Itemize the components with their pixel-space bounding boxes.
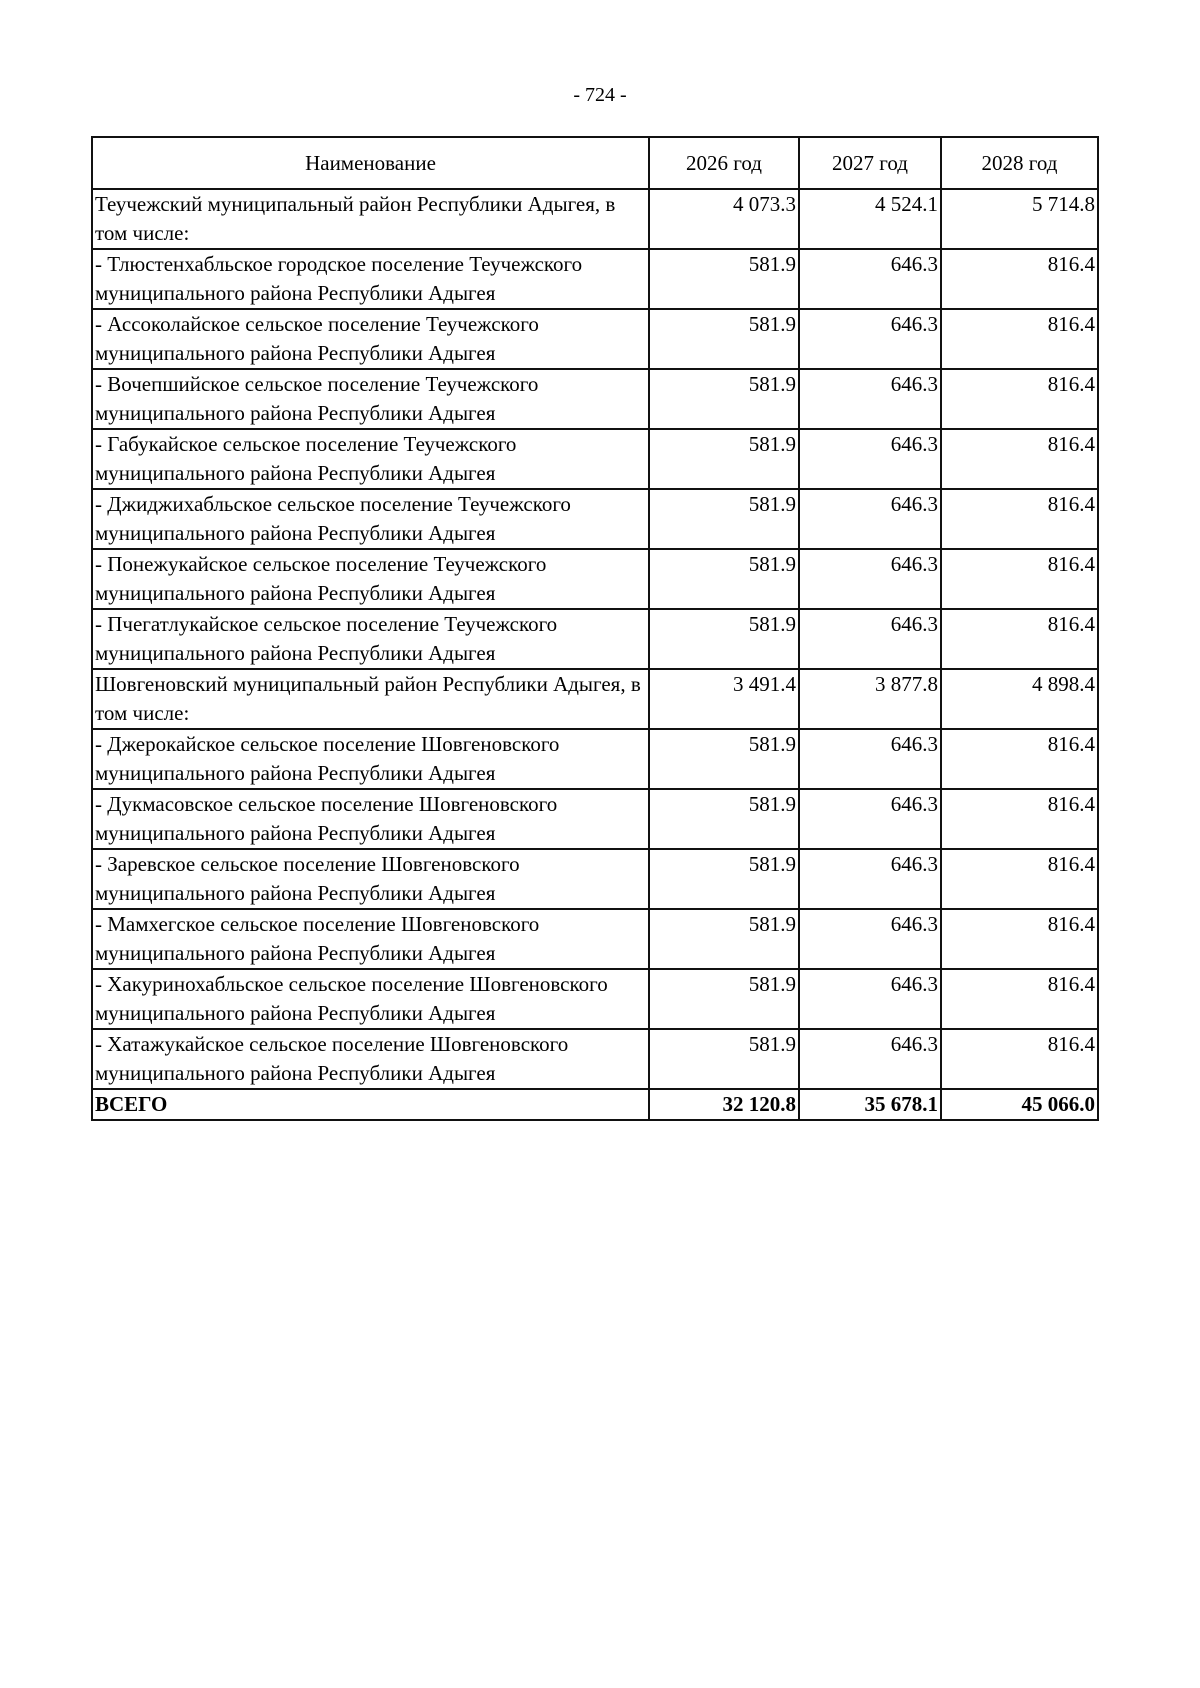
table-row [92,249,1098,309]
row-2026: 581.9 [649,909,799,969]
header-name: Наименование [92,137,649,189]
row-2028: 816.4 [941,909,1098,969]
row-2028: 816.4 [941,369,1098,429]
row-2028: 816.4 [941,729,1098,789]
table-row [92,189,1098,249]
table-row [92,849,1098,909]
row-2028: 816.4 [941,1029,1098,1089]
row-2027: 4 524.1 [799,189,941,249]
row-2027: 646.3 [799,309,941,369]
total-label: ВСЕГО [92,1089,649,1120]
row-2026: 581.9 [649,1029,799,1089]
table-row [92,489,1098,549]
table-body [92,189,1098,1089]
row-2026: 581.9 [649,369,799,429]
table-row [92,309,1098,369]
row-2026: 581.9 [649,849,799,909]
table-row [92,1029,1098,1089]
row-2028: 816.4 [941,549,1098,609]
table-row [92,549,1098,609]
row-2027: 646.3 [799,609,941,669]
table-row [92,369,1098,429]
row-name: - Понежукайское сельское поселение Теучежского муниципального района Республики Адыгея [92,549,649,609]
budget-table [91,136,1099,1121]
row-2028: 816.4 [941,489,1098,549]
row-2026: 581.9 [649,309,799,369]
row-2028: 5 714.8 [941,189,1098,249]
table-row [92,609,1098,669]
row-2027: 3 877.8 [799,669,941,729]
row-2027: 646.3 [799,249,941,309]
row-name: - Дукмасовское сельское поселение Шовгеновского муниципального района Республики Адыгея [92,789,649,849]
row-name: - Габукайское сельское поселение Теучежского муниципального района Республики Адыгея [92,429,649,489]
row-2028: 816.4 [941,309,1098,369]
row-name: Шовгеновский муниципальный район Республики Адыгея, в том числе: [92,669,649,729]
row-name: Теучежский муниципальный район Республики Адыгея, в том числе: [92,189,649,249]
table-row [92,669,1098,729]
row-name: - Вочепшийское сельское поселение Теучежского муниципального района Республики Адыгея [92,369,649,429]
page-number: - 724 - [573,84,627,106]
total-2028: 45 066.0 [941,1089,1098,1120]
row-2027: 646.3 [799,1029,941,1089]
header-2028: 2028 год [941,137,1098,189]
row-name: - Джиджихабльское сельское поселение Теучежского муниципального района Республики Адыгея [92,489,649,549]
row-2026: 581.9 [649,789,799,849]
header-2027: 2027 год [799,137,941,189]
row-2027: 646.3 [799,369,941,429]
row-2028: 816.4 [941,609,1098,669]
row-2026: 581.9 [649,609,799,669]
row-2027: 646.3 [799,969,941,1029]
row-2028: 816.4 [941,849,1098,909]
row-name: - Хакуринохабльское сельское поселение Шовгеновского муниципального района Республики Адыгея [92,969,649,1029]
total-2026: 32 120.8 [649,1089,799,1120]
row-name: - Мамхегское сельское поселение Шовгеновского муниципального района Республики Адыгея [92,909,649,969]
table-row [92,729,1098,789]
row-name: - Ассоколайское сельское поселение Теучежского муниципального района Республики Адыгея [92,309,649,369]
row-2027: 646.3 [799,429,941,489]
header-2026: 2026 год [649,137,799,189]
row-2028: 816.4 [941,249,1098,309]
row-2028: 816.4 [941,969,1098,1029]
table-row [92,969,1098,1029]
total-2027: 35 678.1 [799,1089,941,1120]
row-2027: 646.3 [799,489,941,549]
row-name: - Тлюстенхабльское городское поселение Теучежского муниципального района Республики Адыгея [92,249,649,309]
row-2026: 581.9 [649,429,799,489]
row-2026: 581.9 [649,969,799,1029]
table-row [92,909,1098,969]
row-2026: 4 073.3 [649,189,799,249]
table-header-row [92,137,1098,189]
row-name: - Джерокайское сельское поселение Шовгеновского муниципального района Республики Адыгея [92,729,649,789]
row-2027: 646.3 [799,729,941,789]
row-2027: 646.3 [799,789,941,849]
row-2027: 646.3 [799,849,941,909]
row-name: - Заревское сельское поселение Шовгеновского муниципального района Республики Адыгея [92,849,649,909]
row-2026: 3 491.4 [649,669,799,729]
row-2028: 816.4 [941,429,1098,489]
row-2027: 646.3 [799,909,941,969]
row-2026: 581.9 [649,249,799,309]
total-row [92,1089,1098,1120]
row-name: - Хатажукайское сельское поселение Шовгеновского муниципального района Республики Адыгея [92,1029,649,1089]
row-2028: 4 898.4 [941,669,1098,729]
row-2026: 581.9 [649,729,799,789]
row-2026: 581.9 [649,549,799,609]
row-name: - Пчегатлукайское сельское поселение Теучежского муниципального района Республики Адыгея [92,609,649,669]
row-2028: 816.4 [941,789,1098,849]
row-2026: 581.9 [649,489,799,549]
row-2027: 646.3 [799,549,941,609]
table-row [92,429,1098,489]
table-row [92,789,1098,849]
